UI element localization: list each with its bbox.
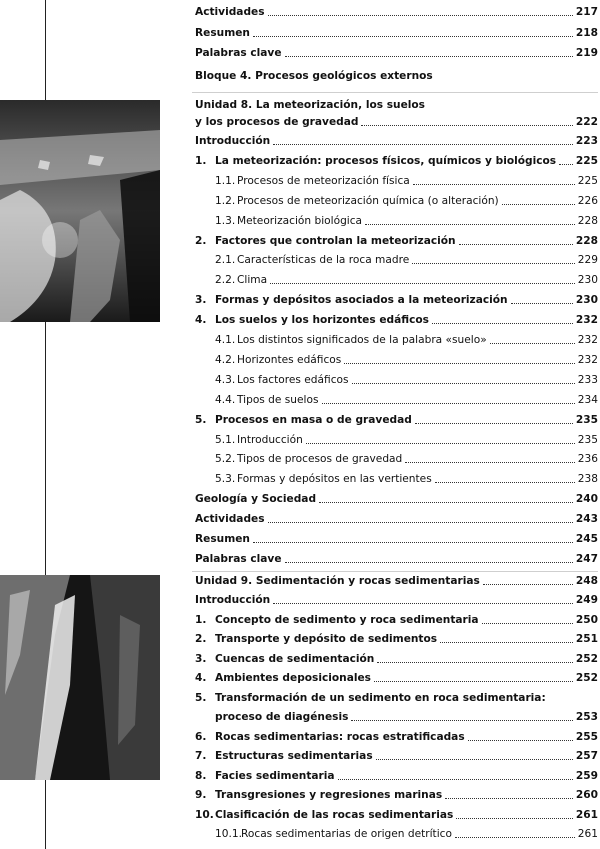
toc-entry: 9. Transgresiones y regresiones marinas 260 <box>195 789 598 801</box>
toc-entry: 4.1. Los distintos significados de la palabra «suelo» 232 <box>215 334 598 346</box>
toc-entry: 8. Facies sedimentaria 259 <box>195 769 598 782</box>
toc-entry: 1. Concepto de sedimento y roca sedimentaria 250 <box>195 613 598 626</box>
cave-photo-image <box>0 100 160 322</box>
unit-title-row: Unidad 9. Sedimentación y rocas sedimentarias 248 <box>195 575 598 587</box>
toc-entry: 1.2. Procesos de meteorización química (o alteración) 226 <box>215 194 598 207</box>
unit-title-row: y los procesos de gravedad 222 <box>195 116 598 128</box>
toc-entry: 6. Rocas sedimentarias: rocas estratificadas 255 <box>195 730 598 743</box>
toc-entry: Palabras clave 219 <box>195 47 598 59</box>
unit-title: Unidad 8. La meteorización, los suelos <box>195 99 425 111</box>
toc-entry: 2. Transporte y depósito de sedimentos 251 <box>195 633 598 645</box>
toc-entry: 1.3. Meteorización biológica 228 <box>215 214 598 227</box>
toc-entry: Actividades 243 <box>195 513 598 526</box>
toc-entry: 2.2. Clima 230 <box>215 274 598 287</box>
cave-photo <box>0 100 160 322</box>
toc-entry: 4.3. Los factores edáficos 233 <box>215 373 598 386</box>
toc-entry: 3. Formas y depósitos asociados a la meteorización 230 <box>195 294 598 307</box>
toc-entry: Introducción 223 <box>195 135 598 147</box>
toc-entry: 5.2. Tipos de procesos de gravedad 236 <box>215 453 598 466</box>
toc-entry: 3. Cuencas de sedimentación 252 <box>195 652 598 665</box>
toc-entry: 2.1. Características de la roca madre 229 <box>215 254 598 267</box>
block-title: Bloque 4. Procesos geológicos externos <box>195 70 433 82</box>
toc-entry: 7. Estructuras sedimentarias 257 <box>195 750 598 762</box>
toc-entry: 1. La meteorización: procesos físicos, químicos y biológicos 225 <box>195 154 598 167</box>
toc-entry: proceso de diagénesis 253 <box>215 711 598 723</box>
toc-entry: 4.4. Tipos de suelos 234 <box>215 393 598 406</box>
toc-entry: Palabras clave 247 <box>195 552 598 565</box>
toc-entry: 4. Los suelos y los horizontes edáficos 232 <box>195 314 598 327</box>
toc-entry: Geología y Sociedad 240 <box>195 493 598 506</box>
toc-entry: 10.1. Rocas sedimentarias de origen detrítico 261 <box>215 828 598 840</box>
toc-entry: 10. Clasificación de las rocas sedimentarias 261 <box>195 808 598 821</box>
toc-entry: 5.1. Introducción 235 <box>215 433 598 446</box>
toc-entry: 2. Factores que controlan la meteorización 228 <box>195 234 598 247</box>
toc-entry: 5. Procesos en masa o de gravedad 235 <box>195 413 598 426</box>
canyon-photo-image <box>0 575 160 780</box>
toc-entry: Actividades 217 <box>195 6 598 18</box>
toc-entry: 5.3. Formas y depósitos en las vertientes 238 <box>215 473 598 486</box>
toc-entry: 1.1. Procesos de meteorización física 225 <box>215 174 598 187</box>
toc-entry: Introducción 249 <box>195 594 598 606</box>
left-margin <box>0 0 195 849</box>
toc-entry: 4. Ambientes deposicionales 252 <box>195 672 598 684</box>
toc-entry: Resumen 245 <box>195 533 598 545</box>
toc-entry: 5. Transformación de un sedimento en roca sedimentaria: <box>195 691 546 704</box>
toc-entry: Resumen 218 <box>195 27 598 39</box>
toc-entry: 4.2. Horizontes edáficos 232 <box>215 353 598 366</box>
divider-line <box>192 92 598 93</box>
canyon-photo <box>0 575 160 780</box>
